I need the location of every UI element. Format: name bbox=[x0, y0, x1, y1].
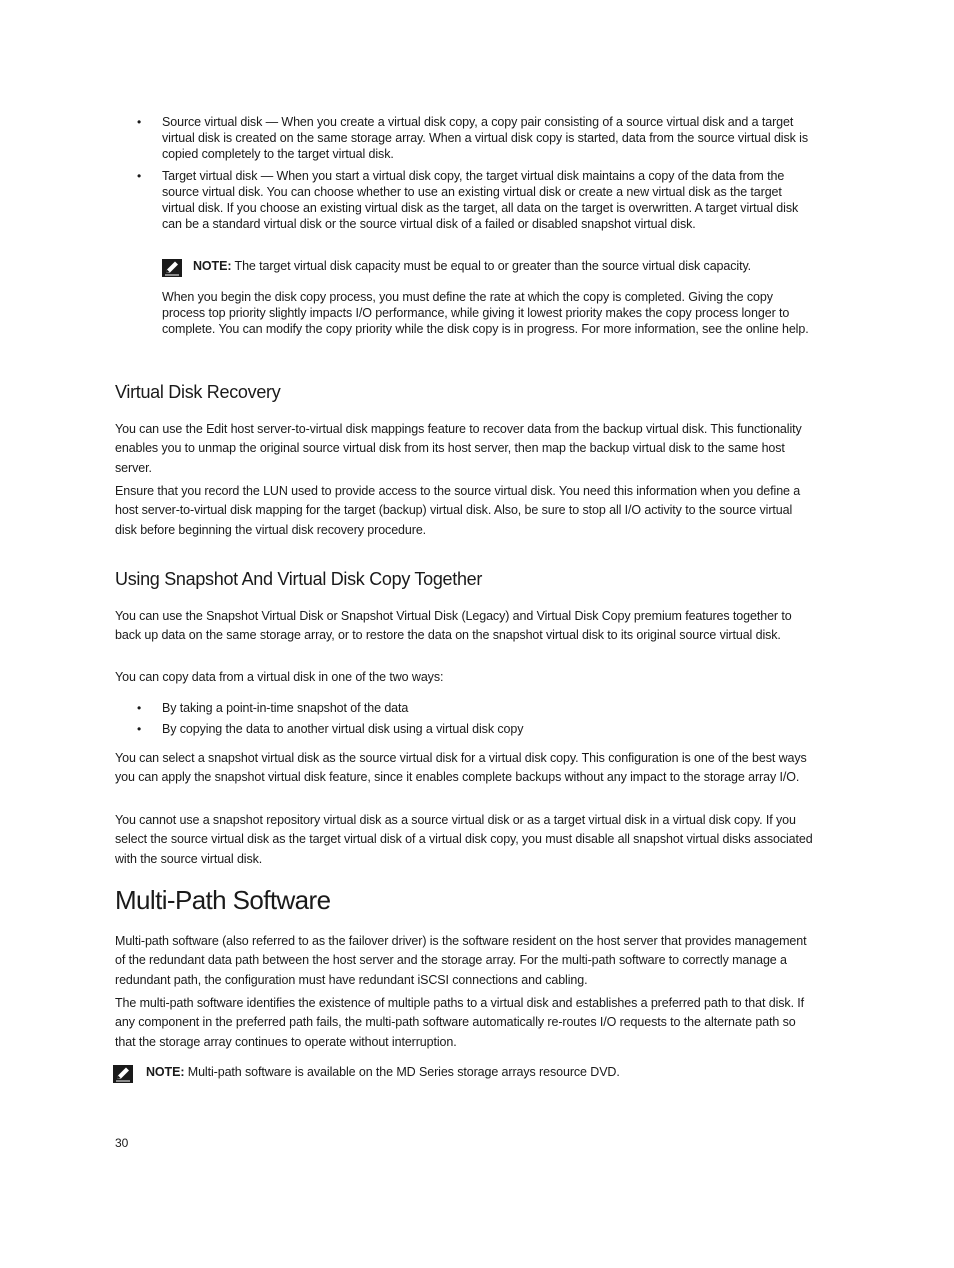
note-text: Multi-path software is available on the MD Series storage arrays resource DVD. bbox=[184, 1065, 620, 1079]
section-heading-virtual-disk-recovery: Virtual Disk Recovery bbox=[115, 382, 281, 402]
multipath-paragraph-1: Multi-path software (also referred to as the failover driver) is the software resident on the host server that provides management of the redundant data path between the host server and the storage array. For the multi-path software to correctly manage a redundant path, the configuration must have redundant iSCSI connections and cabling. bbox=[115, 934, 807, 987]
multipath-paragraph-2: The multi-path software identifies the existence of multiple paths to a virtual disk and establishes a preferred path to that disk. If any component in the preferred path fails, the multi-path software automatically re-routes I/O requests to the alternate path so that the storage array continues to operate without interruption. bbox=[115, 996, 805, 1049]
note-label: NOTE: bbox=[146, 1065, 185, 1079]
snapshot-paragraph-4: You cannot use a snapshot repository virtual disk as a source virtual disk or as a target virtual disk in a virtual disk copy. If you select the source virtual disk as the target virtual disk of a virtual disk copy, you must disable all snapshot virtual disks associated with the source virtual disk. bbox=[115, 813, 813, 866]
bullet-marker: • bbox=[137, 115, 142, 129]
bullet-source-virtual-disk: Source virtual disk — When you create a virtual disk copy, a copy pair consisting of a source virtual disk and a target virtual disk is created on the same storage array. When a virtual disk copy is started, data from the source virtual disk is copied completely to the target virtual disk. bbox=[162, 115, 808, 161]
chapter-heading-multi-path-software: Multi-Path Software bbox=[115, 885, 331, 915]
recovery-paragraph-1: You can use the Edit host server-to-virtual disk mappings feature to recover data from the backup virtual disk. This functionality enables you to unmap the original source virtual disk from its host server, then map the backup virtual disk to the same host server. bbox=[115, 422, 802, 475]
bullet-marker: • bbox=[137, 722, 142, 736]
pencil-note-icon bbox=[113, 1065, 133, 1083]
bullet-point-in-time-snapshot: By taking a point-in-time snapshot of the data bbox=[162, 701, 409, 715]
snapshot-paragraph-3: You can select a snapshot virtual disk as the source virtual disk for a virtual disk copy. This configuration is one of the best ways you can apply the snapshot virtual disk feature, since it enables complete backups without any impact to the storage array I/O. bbox=[115, 751, 807, 785]
bullet-copy-to-another-disk: By copying the data to another virtual disk using a virtual disk copy bbox=[162, 722, 524, 736]
copy-priority-paragraph: When you begin the disk copy process, you must define the rate at which the copy is completed. Giving the copy process top priority slightly impacts I/O performance, while giving it lowest priority makes the copy process longer to complete. You can modify the copy priority while the disk copy is in progress. For more information, see the online help. bbox=[162, 290, 809, 336]
snapshot-paragraph-2: You can copy data from a virtual disk in one of the two ways: bbox=[115, 670, 444, 684]
bullet-marker: • bbox=[137, 169, 142, 183]
bullet-target-virtual-disk: Target virtual disk — When you start a virtual disk copy, the target virtual disk maintains a copy of the data from the source virtual disk. You can choose whether to use an existing virtual disk or create a new virtual disk as the target virtual disk. If you choose an existing virtual disk as the target, all data on the target is overwritten. A target virtual disk can be a standard virtual disk or the source virtual disk of a failed or disabled snapshot virtual disk. bbox=[162, 169, 799, 231]
note-label: NOTE: bbox=[193, 259, 232, 273]
bullet-marker: • bbox=[137, 701, 142, 715]
pencil-note-icon bbox=[162, 259, 182, 277]
note-target-capacity bbox=[193, 258, 813, 274]
note-multipath-dvd bbox=[146, 1064, 806, 1080]
note-text: The target virtual disk capacity must be equal to or greater than the source virtual disk capacity. bbox=[231, 259, 752, 273]
recovery-paragraph-2: Ensure that you record the LUN used to provide access to the source virtual disk. You need this information when you define a host server-to-virtual disk mapping for the target (backup) virtual disk. Also, be sure to stop all I/O activity to the source virtual disk before beginning the virtual disk recovery procedure. bbox=[115, 484, 801, 537]
snapshot-paragraph-1: You can use the Snapshot Virtual Disk or Snapshot Virtual Disk (Legacy) and Virtual Disk Copy premium features together to back up data on the same storage array, or to restore the data on the snapshot virtual disk to its original source virtual disk. bbox=[115, 609, 792, 643]
page-number: 30 bbox=[115, 1136, 129, 1150]
section-heading-snapshot-and-copy: Using Snapshot And Virtual Disk Copy Together bbox=[115, 569, 483, 589]
